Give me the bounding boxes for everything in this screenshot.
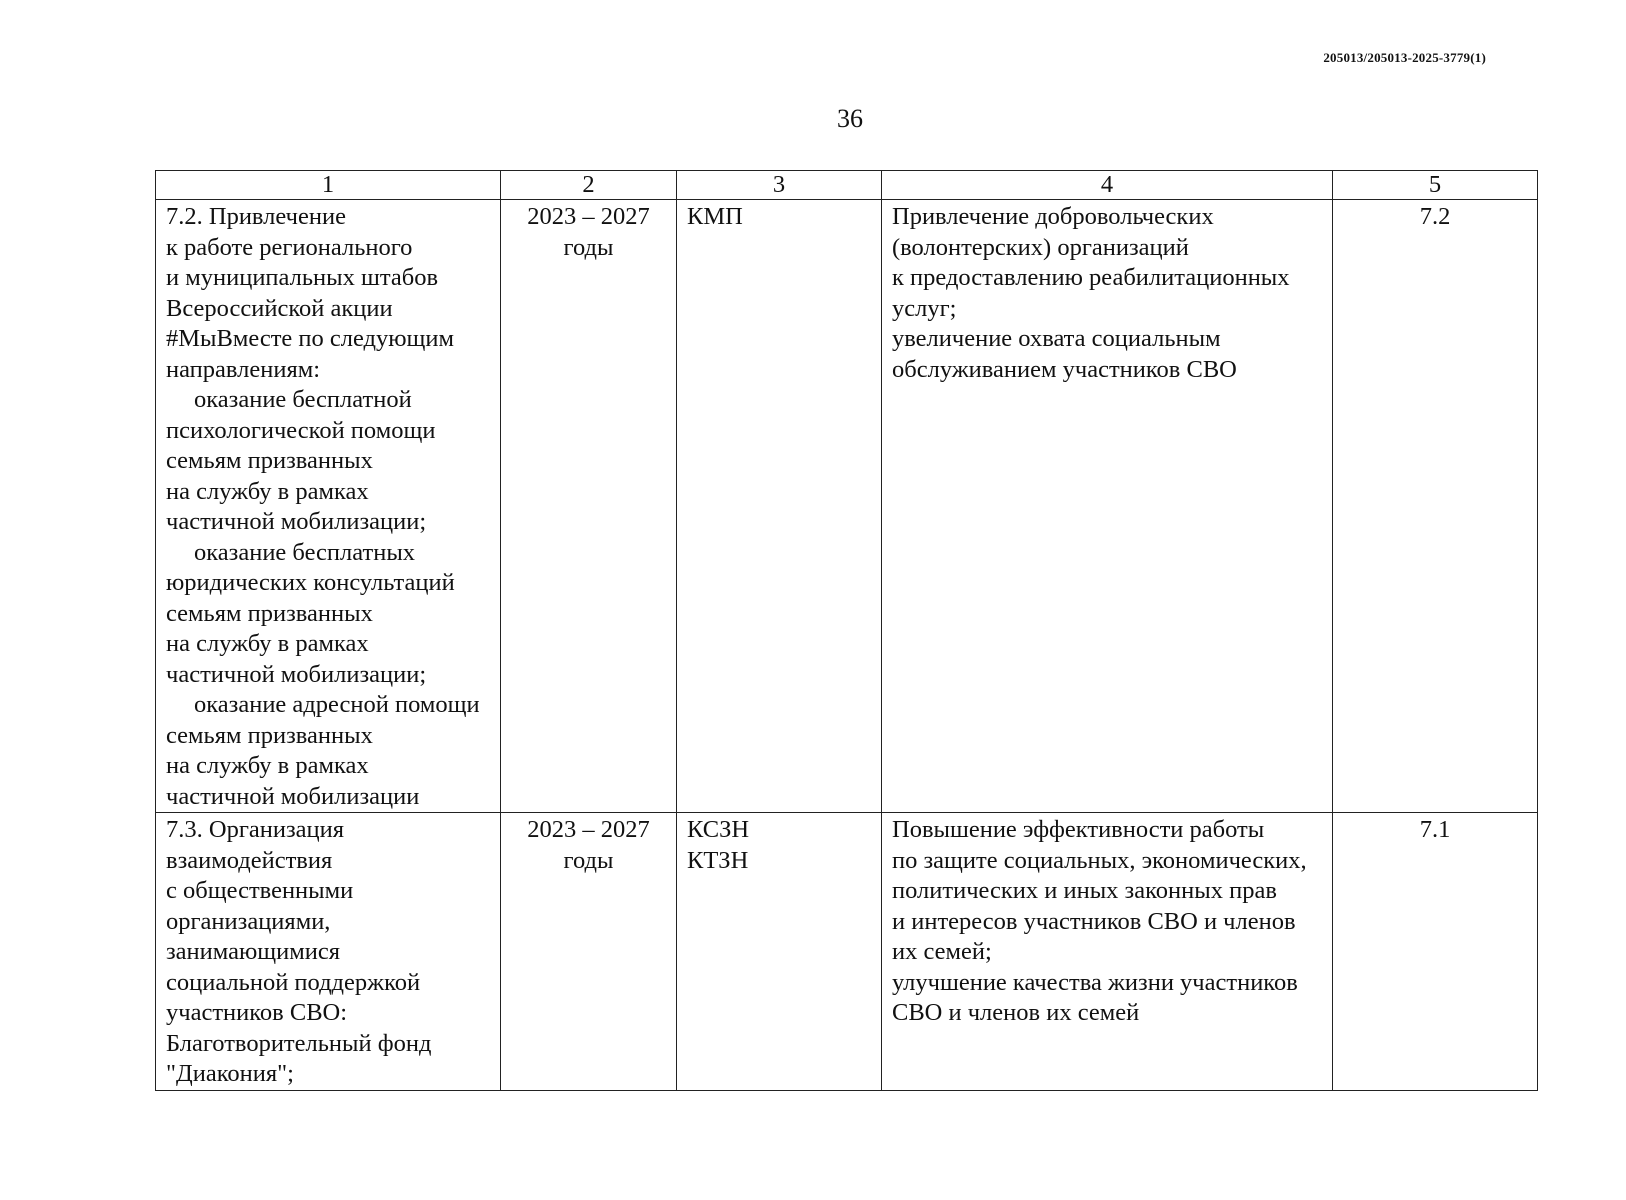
results-cell	[882, 200, 1333, 813]
measure-line: направлениям:	[166, 355, 321, 383]
result-line: по защите социальных, экономических,	[892, 846, 1307, 874]
reference-cell	[1333, 200, 1538, 813]
measure-line: семьям призванных	[166, 721, 373, 749]
column-header-2: 2	[501, 171, 677, 200]
result-line: политических и иных законных прав	[892, 877, 1277, 904]
measure-line: социальной поддержкой	[166, 968, 421, 996]
measure-line: юридических консультаций	[166, 569, 455, 596]
result-line: услуг;	[892, 294, 957, 322]
period-years: 2023 – 2027	[527, 203, 650, 230]
page-number: 36	[837, 104, 863, 133]
result-line: СВО и членов их семей	[892, 999, 1140, 1026]
result-line: обслуживанием участников СВО	[892, 355, 1237, 383]
executors-cell	[677, 200, 882, 813]
period-cell	[501, 200, 677, 813]
executors-cell	[677, 813, 882, 1091]
measure-line: и муниципальных штабов	[166, 264, 439, 291]
table-row	[156, 813, 1538, 1091]
measure-line: к работе регионального	[166, 233, 413, 261]
period-years: 2023 – 2027	[527, 816, 650, 843]
measure-line: #МыВместе по следующим	[166, 325, 455, 352]
measure-cell	[156, 200, 501, 813]
measure-line: семьям призванных	[166, 447, 373, 474]
measure-line: психологической помощи	[166, 416, 436, 444]
column-header-4: 4	[882, 171, 1333, 200]
reference-number: 7.2	[1419, 203, 1451, 230]
period-unit: годы	[563, 233, 614, 261]
results-cell	[882, 813, 1333, 1091]
measure-line: организациями,	[166, 907, 331, 935]
reference-number: 7.1	[1419, 816, 1451, 843]
result-line: и интересов участников СВО и членов	[892, 907, 1296, 935]
measure-line: на службу в рамках	[166, 752, 369, 779]
measure-line: семьям призванных	[166, 599, 373, 627]
document-id: 205013/205013-2025-3779(1)	[1323, 50, 1486, 65]
column-header-3: 3	[677, 171, 882, 200]
measure-line: с общественными	[166, 877, 354, 904]
period-cell	[501, 813, 677, 1091]
result-line: Привлечение добровольческих	[892, 203, 1214, 230]
measure-line: взаимодействия	[166, 846, 333, 874]
measure-line: частичной мобилизации;	[166, 660, 427, 688]
executor: КТЗН	[687, 846, 749, 874]
measure-line: частичной мобилизации;	[166, 508, 427, 535]
column-header-1: 1	[156, 171, 501, 200]
column-number-row	[156, 171, 1538, 200]
measure-line: "Диакония";	[166, 1060, 294, 1087]
reference-cell	[1333, 813, 1538, 1091]
measure-line: Всероссийской акции	[166, 294, 393, 322]
measure-line: частичной мобилизации	[166, 782, 420, 810]
result-line: улучшение качества жизни участников	[892, 968, 1298, 996]
result-line: Повышение эффективности работы	[892, 816, 1265, 843]
measure-line: Благотворительный фонд	[166, 1029, 432, 1057]
result-line: их семей;	[892, 938, 992, 965]
result-line: к предоставлению реабилитационных	[892, 264, 1290, 291]
table-row	[156, 200, 1538, 813]
measure-line: 7.2. Привлечение	[166, 203, 346, 230]
measure-line: на службу в рамках	[166, 630, 369, 657]
measure-line: 7.3. Организация	[166, 816, 345, 843]
measure-line: участников СВО:	[166, 999, 348, 1026]
measures-table	[155, 170, 1538, 1091]
executor: КСЗН	[687, 816, 750, 843]
period-unit: годы	[563, 846, 614, 874]
measure-line: на службу в рамках	[166, 477, 369, 505]
measure-cell	[156, 813, 501, 1091]
result-line: (волонтерских) организаций	[892, 233, 1189, 261]
measure-line: оказание бесплатных	[194, 538, 416, 566]
column-header-5: 5	[1333, 171, 1538, 200]
result-line: увеличение охвата социальным	[892, 325, 1221, 352]
measure-line: оказание адресной помощи	[194, 691, 480, 718]
executor: КМП	[687, 203, 743, 230]
measure-line: оказание бесплатной	[194, 386, 412, 413]
measure-line: занимающимися	[166, 938, 341, 965]
